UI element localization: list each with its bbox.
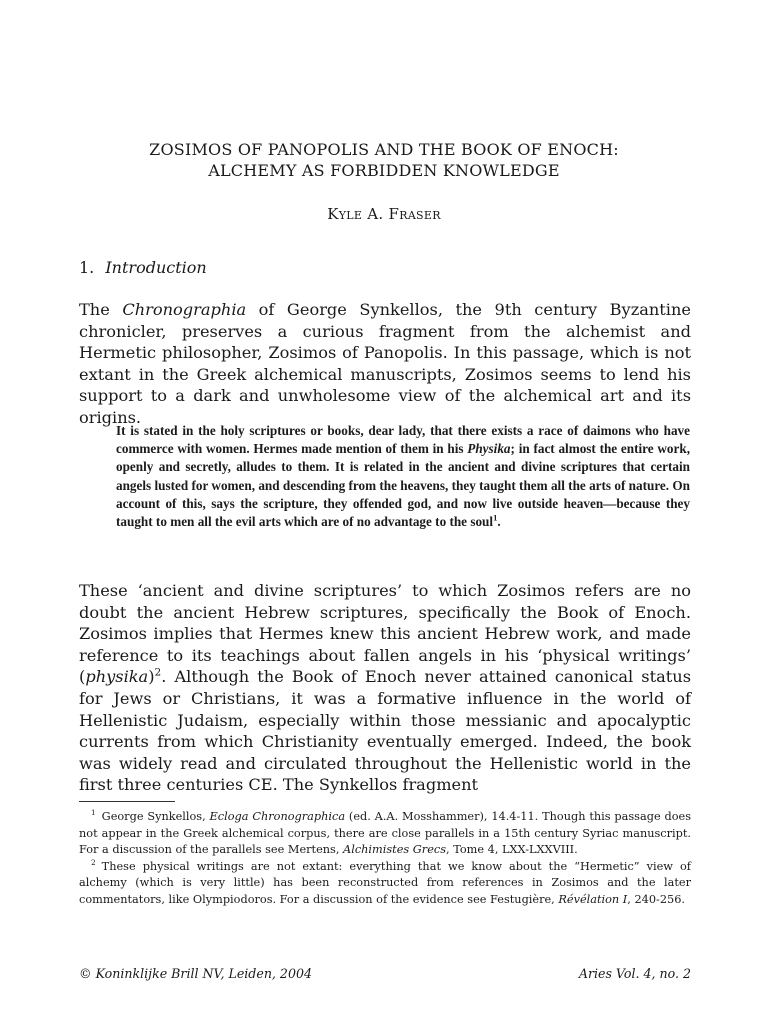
article-title <box>0 139 768 181</box>
work-title: Chronographia <box>122 300 247 319</box>
journal-citation: Aries Vol. 4, no. 2 <box>578 966 691 981</box>
work-title: Physika <box>467 441 511 457</box>
work-title: physika <box>85 667 149 687</box>
section-heading <box>79 258 207 277</box>
block-quote: It is stated in the holy scriptures or books, dear lady, that there exists a race of daimons who have commerce with women. Hermes made mention of them in his Physika; in fact almost the entire work, openly and secretly, alludes to them. It is related in the ancient and divine scriptures that certain angels lusted for women, and descending from the heavens, they taught them all the arts of nature. On account of this, says the scripture, they offended god, and now live outside heaven—because they taught to men all the evil arts which are of no advantage to the soul$^1$. <box>116 423 690 530</box>
title-line-2: ALCHEMY AS FORBIDDEN KNOWLEDGE <box>208 161 560 180</box>
footnote-2: $^2$ These physical writings are not extant: everything that we know about the “Hermetic” view of alchemy (which is very little) has been reconstructed from references in Zosimos and the later commentators, like Olympiodoros. For a discussion of the evidence see Festugière, Révélation I, 240-256. <box>79 858 691 906</box>
page-footer <box>79 966 691 981</box>
footnote-ref-1[interactable]: 1 <box>493 512 498 523</box>
section-name: Introduction <box>105 258 207 277</box>
footnote-ref-2[interactable]: 2 <box>154 666 162 679</box>
paragraph-body: These ‘ancient and divine scriptures’ to which Zosimos refers are no doubt the ancient Hebrew scriptures, specifically the Book of Enoch. Zosimos implies that Hermes knew this ancient Hebrew work, and made reference to its teachings about fallen angels in his ‘physical writings’ (physika)$^2$. Although the Book of Enoch never attained canonical status for Jews or Christians, it was a formative influence in the world of Hellenistic Judaism, especially within those messianic and apocalyptic currents from which Christianity eventually emerged. Indeed, the book was widely read and circulated throughout the Hellenistic world in the first three centuries CE. The Synkellos fragment <box>79 581 691 795</box>
footnote-mark: 2 <box>91 858 96 868</box>
paragraph-intro: The Chronographia of George Synkellos, the 9th century Byzantine chronicler, preserves a curious fragment from the alchemist and Hermetic philosopher, Zosimos of Panopolis. In this passage, which is not extant in the Greek alchemical manuscripts, Zosimos seems to lend his support to a dark and unwholesome view of the alchemical art and its origins. <box>79 300 691 427</box>
footnotes <box>79 809 691 909</box>
title-line-1: ZOSIMOS OF PANOPOLIS AND THE BOOK OF ENOCH: <box>149 140 619 159</box>
copyright-notice: © Koninklijke Brill NV, Leiden, 2004 <box>79 966 312 981</box>
footnote-mark: 1 <box>91 808 96 818</box>
section-number: 1. <box>79 258 95 277</box>
author-name: Kyle A. Fraser <box>327 205 441 223</box>
footnote-divider <box>79 801 175 802</box>
footnote-1: $^1$ George Synkellos, Ecloga Chronographica (ed. A.A. Mosshammer), 14.4-11. Though this passage does not appear in the Greek alchemical corpus, there are close parallels in a 15th century Syriac manuscript. For a discussion of the parallels see Mertens, Alchimistes Grecs, Tome 4, LXX-LXXVIII. <box>79 808 691 857</box>
